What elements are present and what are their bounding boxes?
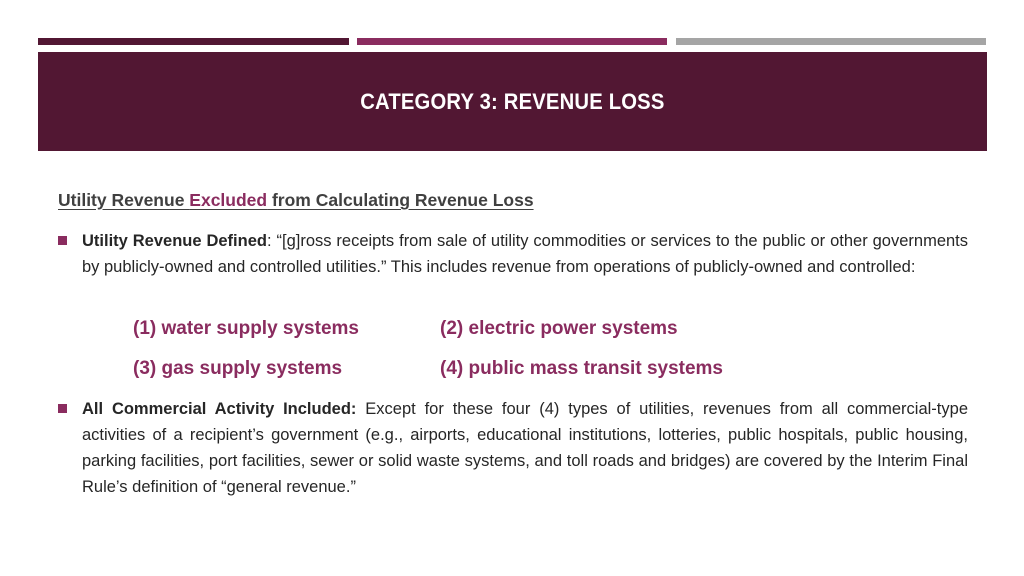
section-subheading: [58, 190, 534, 211]
utility-system-item: (2) electric power systems: [440, 318, 678, 339]
bullet-label: All Commercial Activity Included:: [82, 400, 357, 418]
accent-bar-magenta: [357, 38, 667, 45]
bullet-separator: [356, 400, 365, 418]
bullet-commercial-activity: [82, 396, 968, 500]
bullet-separator: :: [266, 232, 277, 250]
bullet-text: Except for these four (4) types of utilities, revenues from all commercial-type activities of a recipient’s government (e.g., airports, educational institutions, lotteries, public hospitals, public housing, parking facilities, port facilities, sewer or solid waste systems, and toll roads and bridges) are covered by the Interim Final Rule’s definition of “general revenue.”: [82, 400, 968, 496]
bullet-label: Utility Revenue Defined: [82, 232, 267, 250]
utility-system-item: (4) public mass transit systems: [440, 358, 723, 379]
utility-system-item: (3) gas supply systems: [133, 358, 343, 379]
subheading-part-1: Utility Revenue: [58, 190, 190, 210]
utility-system-item: (1) water supply systems: [133, 318, 359, 339]
subheading-part-2: from Calculating Revenue Loss: [267, 190, 534, 210]
title-band: [38, 52, 987, 151]
bullet-utility-revenue-defined: [82, 228, 968, 280]
subheading-emphasis: Excluded: [189, 190, 268, 210]
slide-title: CATEGORY 3: REVENUE LOSS: [360, 88, 665, 114]
square-bullet-icon: [58, 236, 67, 245]
accent-bar-plum: [38, 38, 349, 45]
square-bullet-icon: [58, 404, 67, 413]
bullet-text: “[g]ross receipts from sale of utility commodities or services to the public or other governments by publicly-owned and controlled utilities.” This includes revenue from operations of publicly-owned and controlled:: [82, 232, 969, 276]
accent-bar-gray: [676, 38, 986, 45]
